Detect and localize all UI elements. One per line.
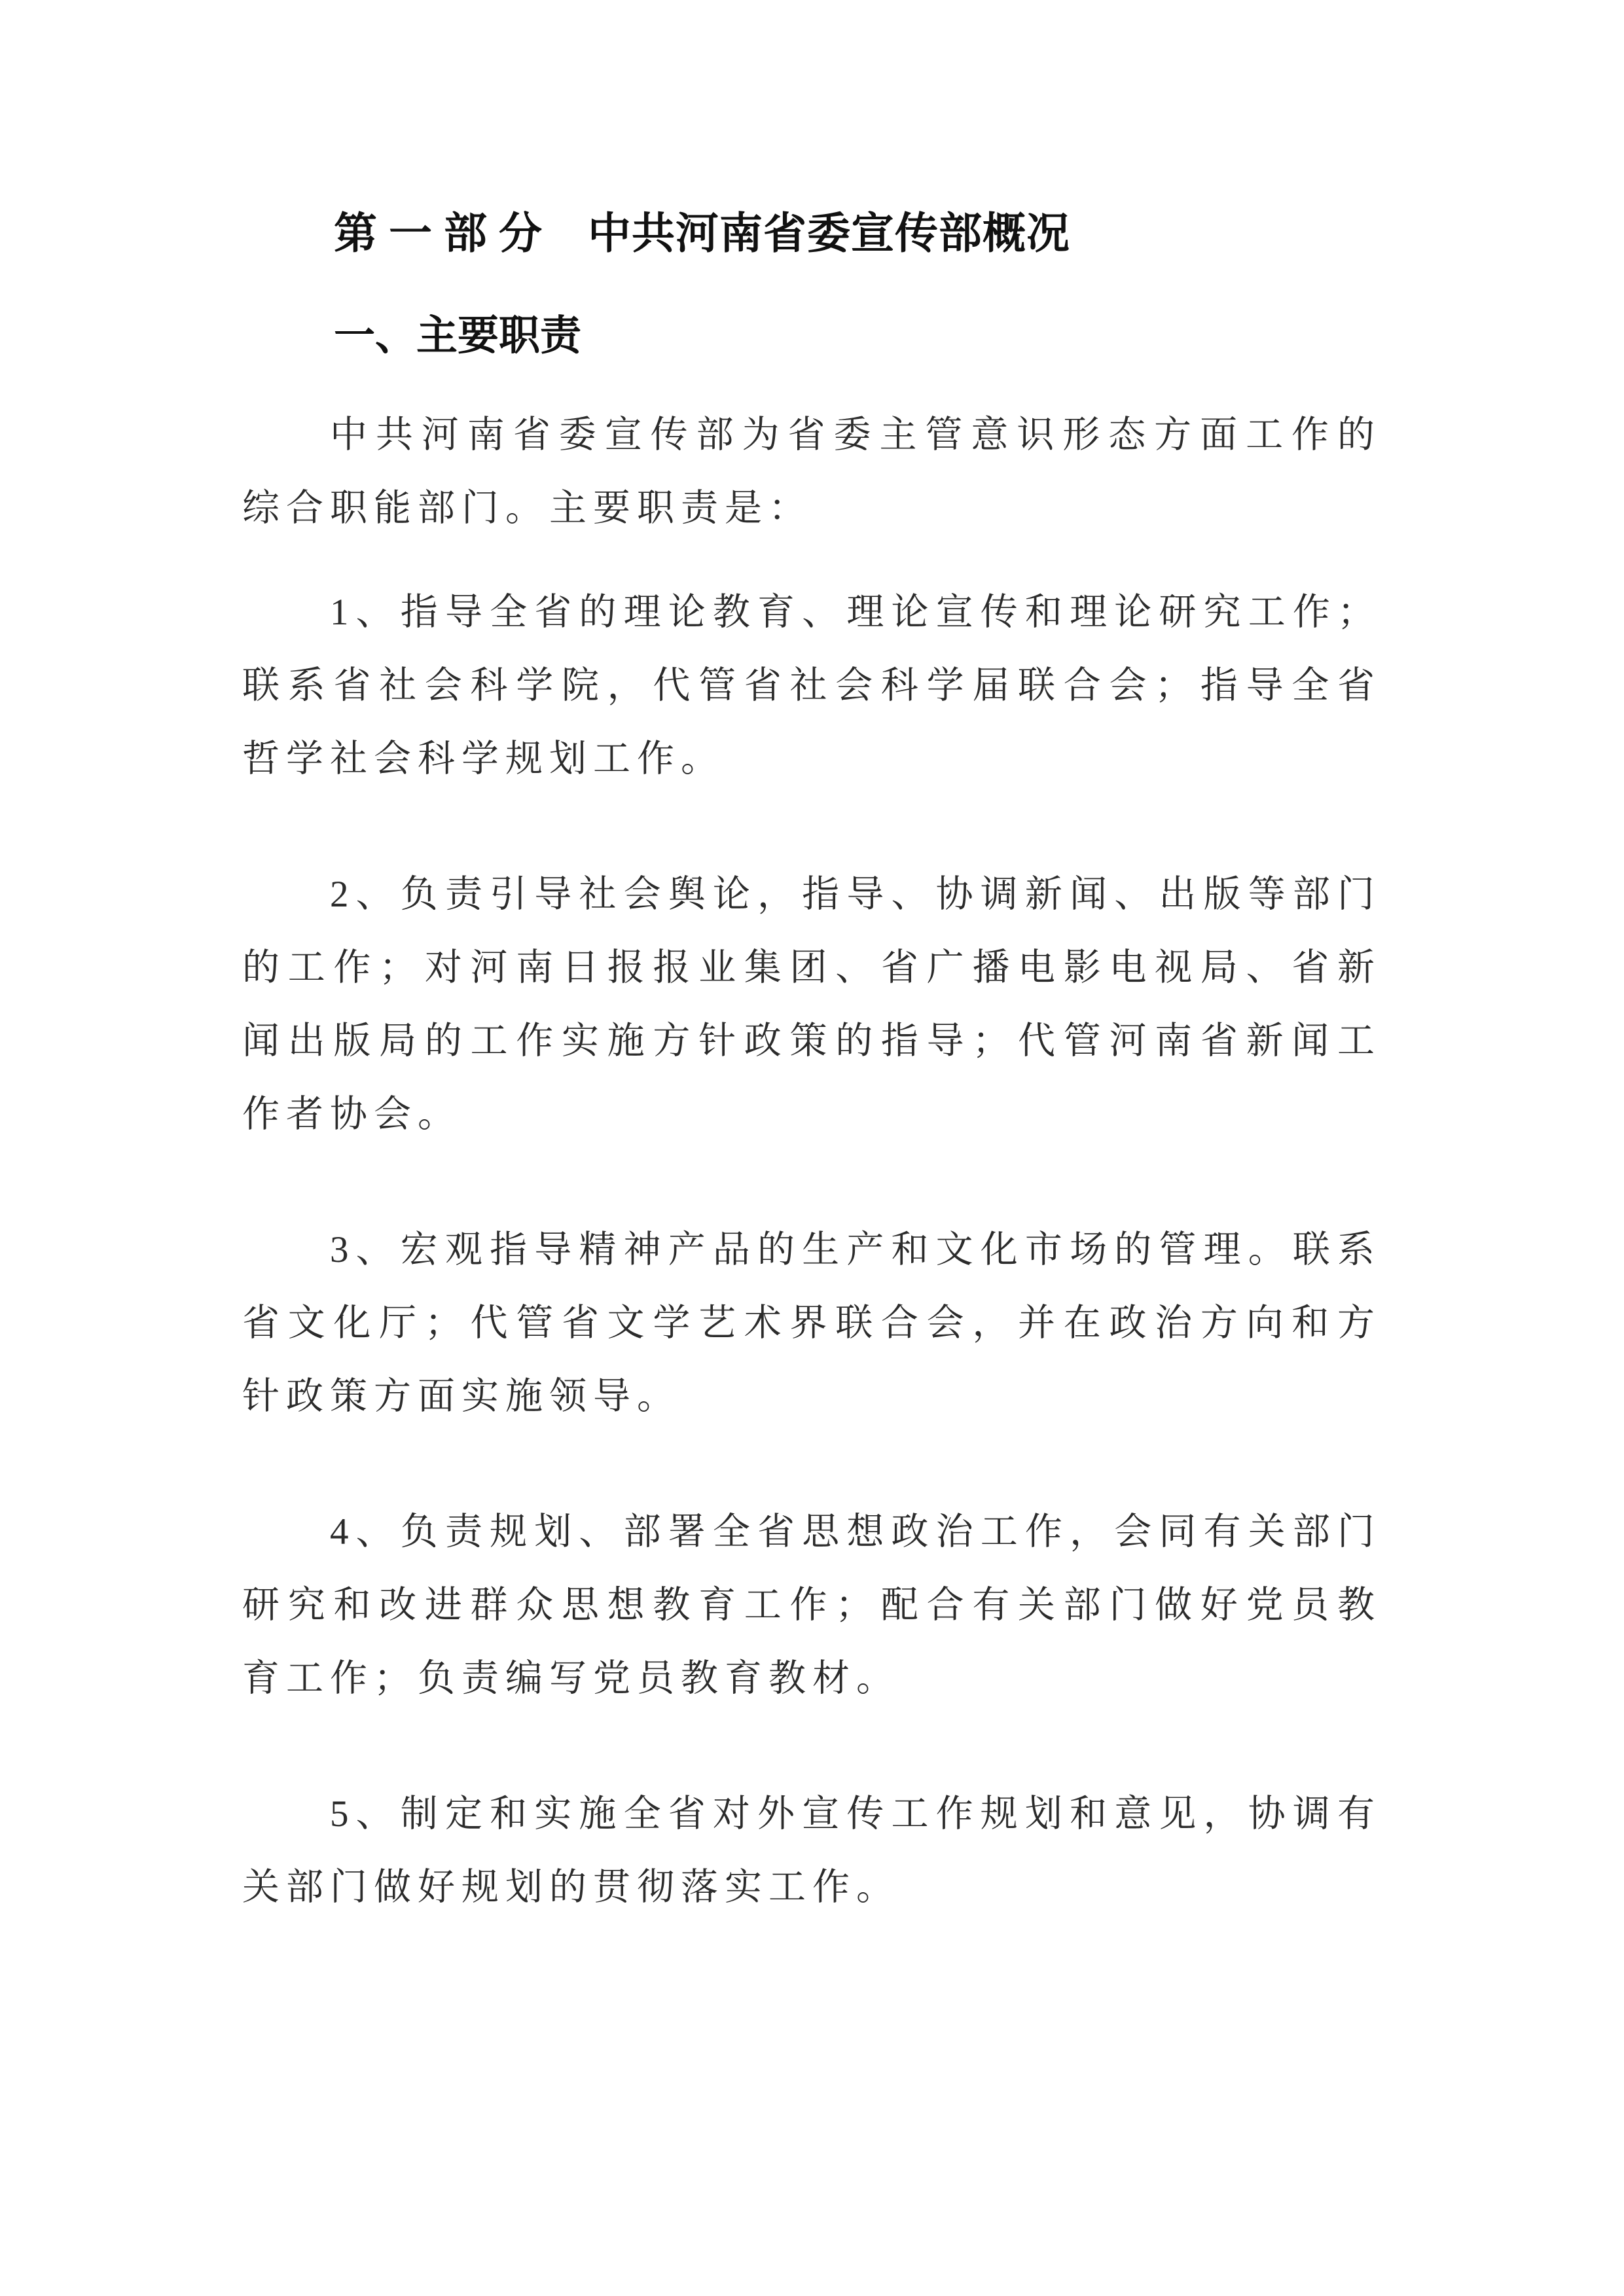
document-title (242, 196, 1381, 270)
document-title-part-name: 中共河南省委宣传部概况 (588, 209, 1070, 257)
intro-paragraph: 中共河南省委宣传部为省委主管意识形态方面工作的综合职能部门。主要职责是： (242, 414, 1381, 529)
duty-item-2: 2、负责引导社会舆论，指导、协调新闻、出版等部门的工作；对河南日报报业集团、省广播电影电视局、省新闻出版局的工作实施方针政策的指导；代管河南省新闻工作者协会。 (242, 874, 1381, 1135)
duty-item-1: 1、指导全省的理论教育、理论宣传和理论研究工作；联系省社会科学院，代管省社会科学届联合会；指导全省哲学社会科学规划工作。 (242, 592, 1381, 780)
document-title-part-number: 第一部分 (334, 209, 554, 257)
duty-item-4: 4、负责规划、部署全省思想政治工作，会同有关部门研究和改进群众思想教育工作；配合有关部门做好党员教育工作；负责编写党员教育教材。 (242, 1511, 1381, 1699)
duty-item-5: 5、制定和实施全省对外宣传工作规划和意见，协调有关部门做好规划的贯彻落实工作。 (242, 1793, 1381, 1908)
duty-item-3: 3、宏观指导精神产品的生产和文化市场的管理。联系省文化厅；代管省文学艺术界联合会，并在政治方向和方针政策方面实施领导。 (242, 1229, 1381, 1417)
section-heading: 一、主要职责 (334, 313, 581, 359)
